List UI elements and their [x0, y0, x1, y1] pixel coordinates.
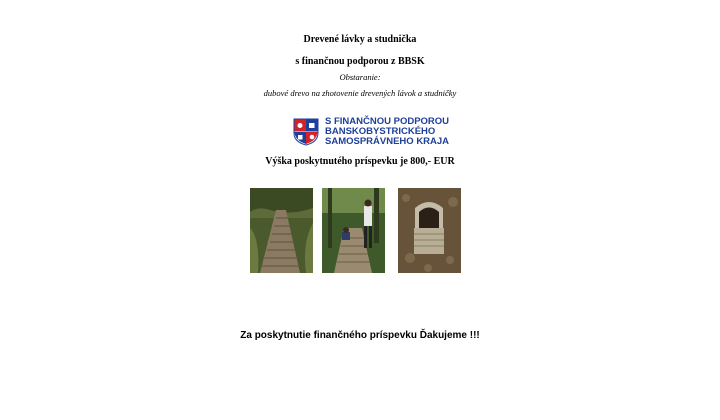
photo-wooden-well [398, 188, 461, 273]
logo-text-line3: SAMOSPRÁVNEHO KRAJA [325, 136, 450, 147]
contribution-amount: Výška poskytnutého príspevku je 800,- EUR [265, 156, 455, 167]
bbsk-logo [293, 117, 463, 147]
logo-text-line1: S FINANČNOU PODPOROU [325, 116, 450, 127]
logo-text-line2: BANSKOBYSTRICKÉHO [325, 126, 436, 137]
photo-boardwalk-path [250, 188, 313, 273]
document-title-line1: Drevené lávky a studnička [303, 34, 417, 45]
thanks-message: Za poskytnutie finančného príspevku Ďakujeme !!! [240, 330, 480, 341]
procurement-label: Obstaranie: [339, 72, 381, 82]
document-title-line2: s finančnou podporou z BBSK [295, 56, 425, 67]
crest-icon [293, 118, 319, 146]
photo-boardwalk-construction [322, 188, 385, 273]
procurement-text: dubové drevo na zhotovenie drevených lávok a studničky [263, 88, 457, 98]
